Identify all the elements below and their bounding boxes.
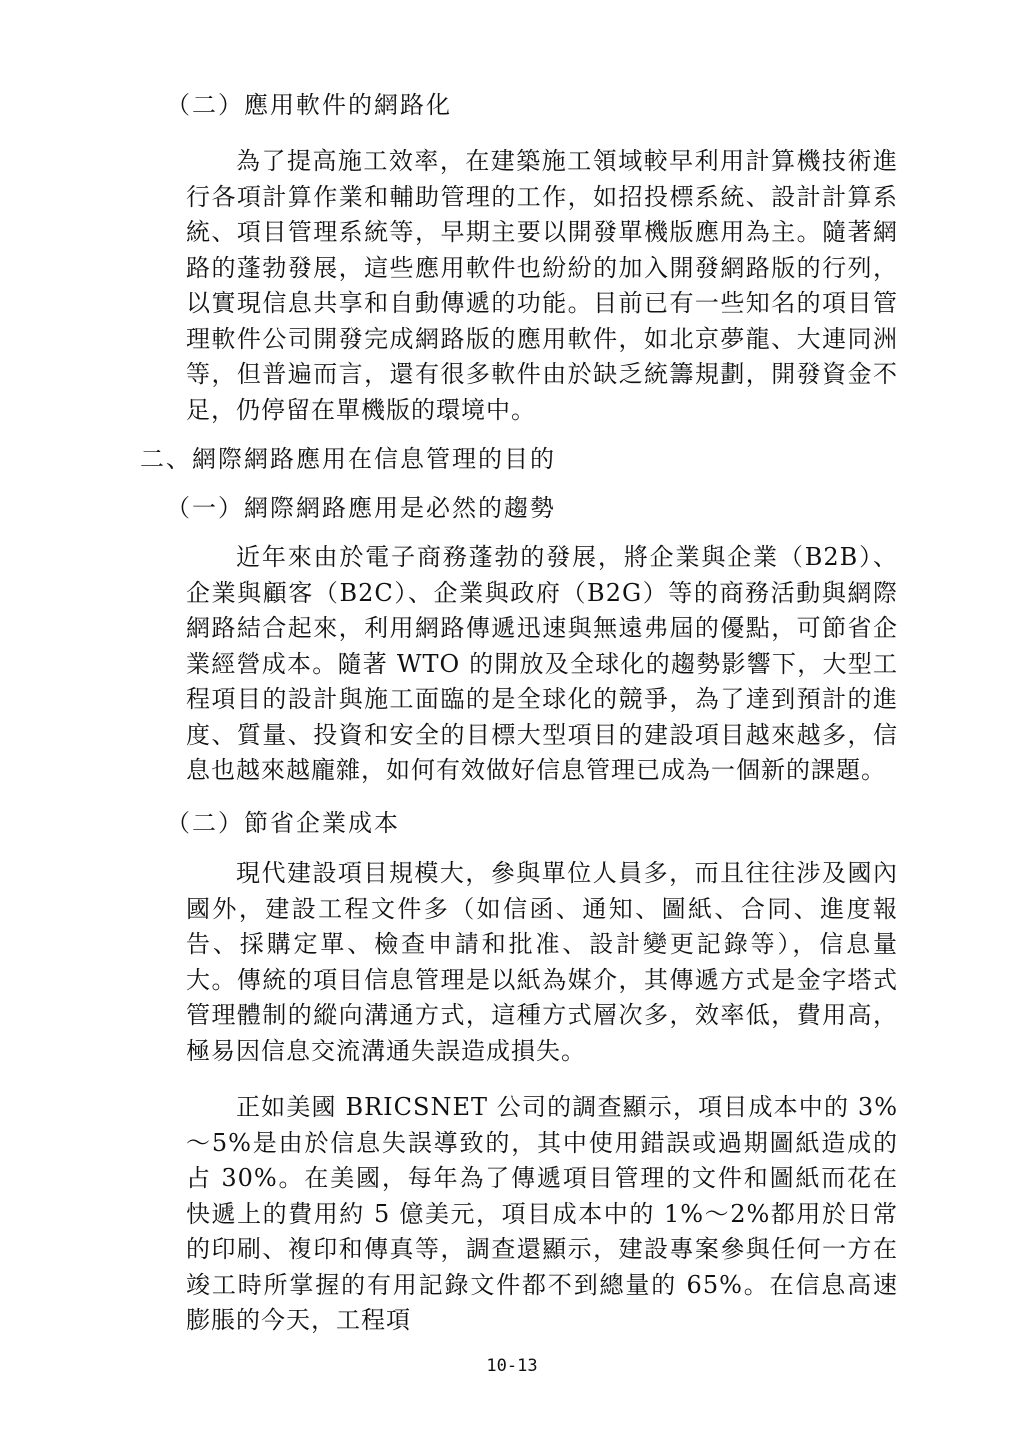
paragraph-cost-2: 正如美國 BRICSNET 公司的調查顯示，項目成本中的 3%～5%是由於信息失誤導致的，其中使用錯誤或過期圖紙造成的占 30%。在美國，每年為了傳遞項目管理的文件和圖紙而花在快遞上的費用約 5 億美元，項目成本中的 1%～2%都用於日常的印刷、複印和傳真等，調查還顯示，建設專案參與任何一方在竣工時所掌握的有用記錄文件都不到總量的 65%。在信息高速膨脹的今天，工程項 xyxy=(186,1093,898,1334)
paragraph-cost-1: 現代建設項目規模大，參與單位人員多，而且往往涉及國內國外，建設工程文件多（如信函、通知、圖紙、合同、進度報告、採購定單、檢查申請和批准、設計變更記錄等），信息量大。傳統的項目信息管理是以紙為媒介，其傳遞方式是金字塔式管理體制的縱向溝通方式，這種方式層次多，效率低，費用高，極易因信息交流溝通失誤造成損失。 xyxy=(186,859,898,1065)
section-heading-two: 二、網際網路應用在信息管理的目的 xyxy=(140,445,556,473)
subsection-heading-apps-network: （二）應用軟件的網路化 xyxy=(166,91,452,119)
subsection-heading-trend: （一）網際網路應用是必然的趨勢 xyxy=(166,494,556,522)
page-number: 10-13 xyxy=(486,1356,538,1376)
paragraph-trend: 近年來由於電子商務蓬勃的發展，將企業與企業（B2B）、企業與顧客（B2C）、企業與政府（B2G）等的商務活動與網際網路結合起來，利用網路傳遞迅速與無遠弗屆的優點，可節省企業經營成本。隨著 WTO 的開放及全球化的趨勢影響下，大型工程項目的設計與施工面臨的是全球化的競爭，為了達到預計的進度、質量、投資和安全的目標大型項目的建設項目越來越多，信息也越來越龐雜，如何有效做好信息管理已成為一個新的課題。 xyxy=(186,543,898,784)
subsection-heading-cost: （二）節省企業成本 xyxy=(166,809,400,837)
paragraph-apps-network: 為了提高施工效率，在建築施工領域較早利用計算機技術進行各項計算作業和輔助管理的工作，如招投標系統、設計計算系統、項目管理系統等，早期主要以開發單機版應用為主。隨著網路的蓬勃發展，這些應用軟件也紛紛的加入開發網路版的行列，以實現信息共享和自動傳遞的功能。目前已有一些知名的項目管理軟件公司開發完成網路版的應用軟件，如北京夢龍、大連同洲等，但普遍而言，還有很多軟件由於缺乏統籌規劃，開發資金不足，仍停留在單機版的環境中。 xyxy=(186,147,898,424)
